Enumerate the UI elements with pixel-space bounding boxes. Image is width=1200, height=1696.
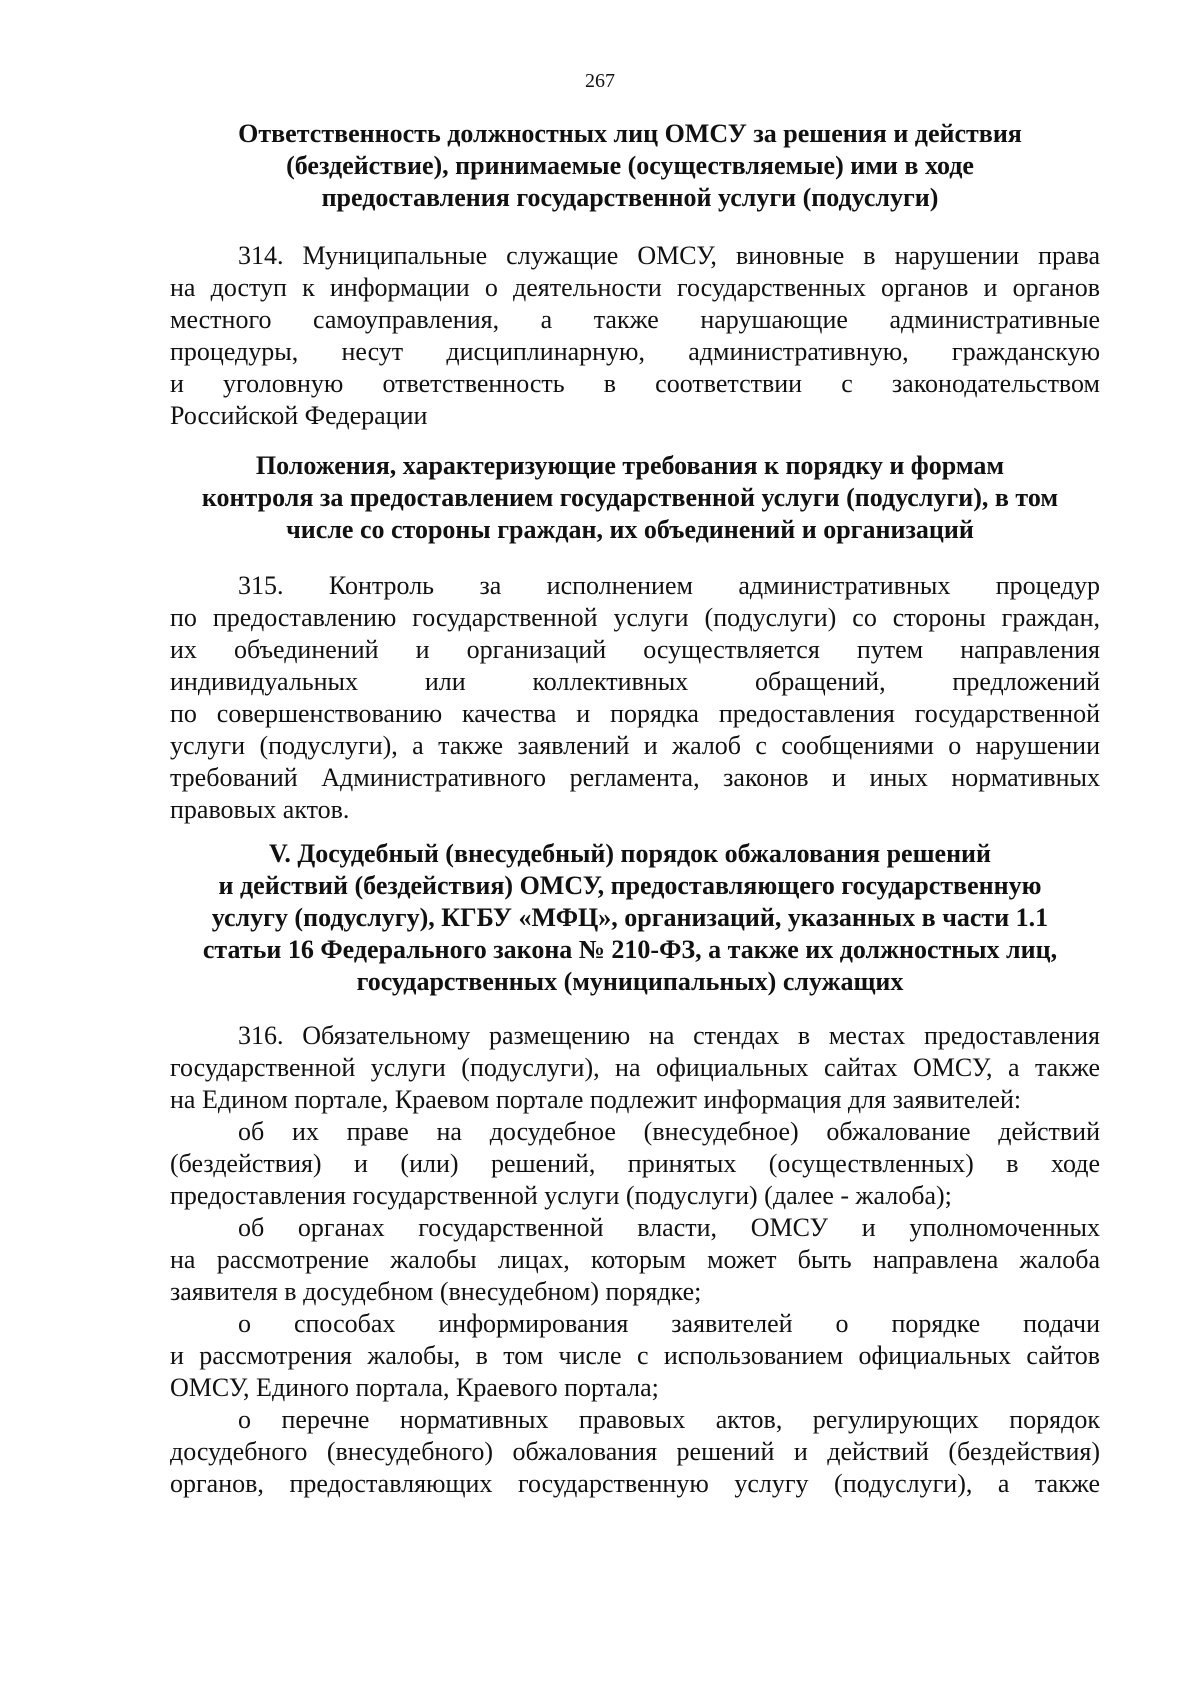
text-line: о способах информирования заявителей о порядке подачи [238,1309,1100,1338]
paragraph-316 [170,1020,1100,1500]
heading-line: Положения, характеризующие требования к порядку и формам [255,451,1005,480]
text-line: процедуры, несут дисциплинарную, административную, гражданскую [170,337,1100,366]
text-line: государственной услуги (подуслуги), на официальных сайтах ОМСУ, а также [170,1053,1100,1082]
text-line: Российской Федерации [170,401,428,430]
heading-line: (бездействие), принимаемые (осуществляемые) ими в ходе [286,151,974,180]
text-line: на рассмотрение жалобы лицах, которым может быть направлена жалоба [170,1245,1100,1274]
section-heading-control [170,450,1090,546]
text-line: об их праве на досудебное (внесудебное) обжалование действий [238,1117,1100,1146]
text-line: 314. Муниципальные служащие ОМСУ, виновные в нарушении права [238,241,1100,270]
text-line: 316. Обязательному размещению на стендах в местах предоставления [238,1021,1100,1050]
text-line: 315. Контроль за исполнением административных процедур [238,571,1100,600]
text-line: (бездействия) и (или) решений, принятых (осуществленных) в ходе [170,1149,1100,1178]
heading-line: предоставления государственной услуги (подуслуги) [321,183,939,212]
text-line: досудебного (внесудебного) обжалования решений и действий (бездействия) [170,1437,1100,1466]
text-line: и рассмотрения жалобы, в том числе с использованием официальных сайтов [170,1341,1100,1370]
text-line: правовых актов. [170,795,350,824]
heading-line: статьи 16 Федерального закона № 210-ФЗ, а также их должностных лиц, [202,935,1058,964]
heading-line: государственных (муниципальных) служащих [356,967,904,996]
heading-line: Ответственность должностных лиц ОМСУ за решения и действия [238,119,1022,148]
section-heading-responsibility [170,118,1090,214]
text-line: заявителя в досудебном (внесудебном) порядке; [170,1277,702,1306]
paragraph-314 [170,240,1100,432]
heading-line: контроля за предоставлением государственной услуги (подуслуги), в том [201,483,1059,512]
text-line: по совершенствованию качества и порядка предоставления государственной [170,699,1100,728]
heading-line: числе со стороны граждан, их объединений и организаций [286,515,974,544]
text-line: по предоставлению государственной услуги (подуслуги) со стороны граждан, [170,603,1100,632]
text-line: местного самоуправления, а также нарушающие административные [170,305,1100,334]
text-line: об органах государственной власти, ОМСУ и уполномоченных [238,1213,1100,1242]
text-line: их объединений и организаций осуществляется путем направления [170,635,1100,664]
text-line: и уголовную ответственность в соответствии с законодательством [170,369,1100,398]
text-line: требований Административного регламента, законов и иных нормативных [170,763,1100,792]
text-line: индивидуальных или коллективных обращений, предложений [170,667,1100,696]
text-line: о перечне нормативных правовых актов, регулирующих порядок [238,1405,1100,1434]
paragraph-315 [170,570,1100,826]
text-line: ОМСУ, Единого портала, Краевого портала; [170,1373,659,1402]
text-line: предоставления государственной услуги (подуслуги) (далее - жалоба); [170,1181,952,1210]
section-heading-appeal [170,838,1090,998]
text-line: на Едином портале, Краевом портале подлежит информация для заявителей: [170,1085,1022,1114]
heading-line: услугу (подуслугу), КГБУ «МФЦ», организаций, указанных в части 1.1 [211,903,1049,932]
heading-line: V. Досудебный (внесудебный) порядок обжалования решений [268,839,992,868]
text-line: на доступ к информации о деятельности государственных органов и органов [170,273,1100,302]
text-line: услуги (подуслуги), а также заявлений и жалоб с сообщениями о нарушении [170,731,1100,760]
heading-line: и действий (бездействия) ОМСУ, предоставляющего государственную [218,871,1042,900]
page-number: 267 [585,70,615,92]
text-line: органов, предоставляющих государственную услугу (подуслуги), а также [170,1469,1100,1498]
